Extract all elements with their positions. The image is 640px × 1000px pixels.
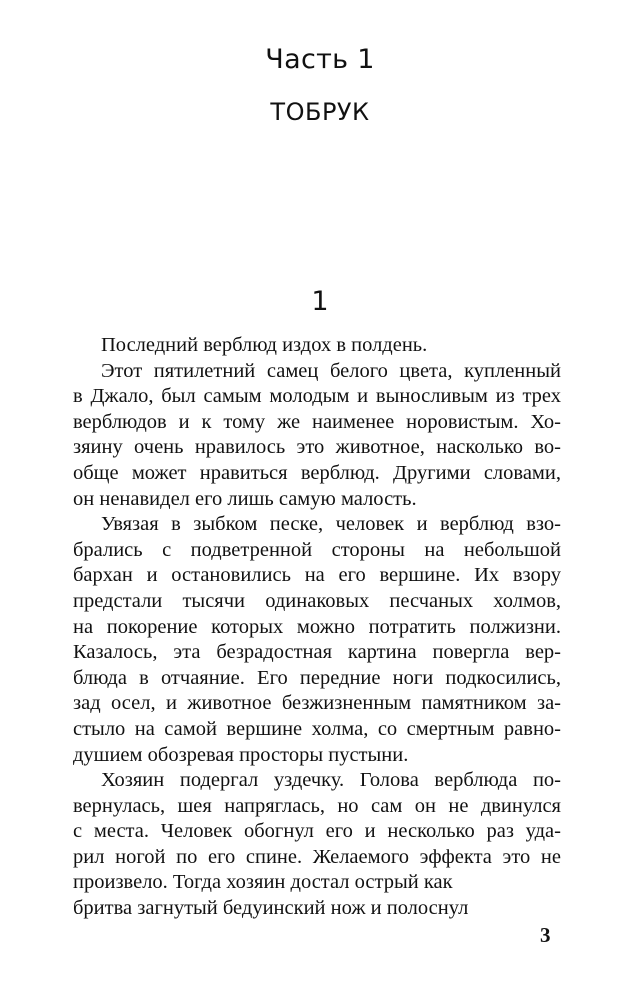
text-line: бархан и остановились на его вершине. Их взору (73, 564, 561, 587)
text-line: на покорение которых можно потратить полжизни. (73, 615, 561, 638)
page-number: 3 (540, 923, 551, 947)
text-line: блюда в отчаяние. Его передние ноги подкосились, (73, 666, 561, 689)
text-line: брались с подветренной стороны на небольшой (73, 538, 561, 561)
text-line: рил ногой по его спине. Желаемого эффекта это не (73, 845, 561, 868)
text-line: Этот пятилетний самец белого цвета, купленный (101, 359, 561, 382)
text-line: предстали тысячи одинаковых песчаных холмов, (73, 589, 561, 612)
text-line: произвело. Тогда хозяин достал острый как (73, 871, 453, 894)
text-line: обще может нравиться верблюд. Другими словами, (73, 461, 561, 484)
part-subtitle: ТОБРУК (270, 98, 370, 126)
text-line: Последний верблюд издох в полдень. (101, 334, 428, 356)
text-line: верблюдов и к тому же наименее норовистым. Хо- (73, 410, 561, 433)
chapter-number: 1 (311, 286, 329, 317)
text-line: он ненавидел его лишь самую малость. (73, 487, 417, 510)
text-line: с места. Человек обогнул его и несколько раз уда- (73, 820, 561, 843)
text-line: в Джало, был самым молодым и выносливым из трех (73, 385, 561, 408)
text-line: зяину очень нравилось это животное, насколько во- (73, 436, 561, 459)
body-text (73, 333, 561, 922)
text-line: душием обозревая просторы пустыни. (73, 743, 409, 766)
text-line: стыло на самой вершине холма, со смертным равно- (73, 717, 561, 740)
text-line: зад осел, и животное безжизненным памятником за- (73, 692, 561, 715)
text-line: Казалось, эта безрадостная картина повергла вер- (73, 641, 561, 664)
part-title: Часть 1 (265, 44, 375, 75)
text-line: Увязая в зыбком песке, человек и верблюд взо- (101, 513, 561, 536)
text-line: бритва загнутый бедуинский нож и полоснул (73, 897, 469, 920)
text-line: Хозяин подергал уздечку. Голова верблюда по- (101, 769, 561, 792)
text-line: вернулась, шея напряглась, но сам он не двинулся (73, 794, 561, 817)
